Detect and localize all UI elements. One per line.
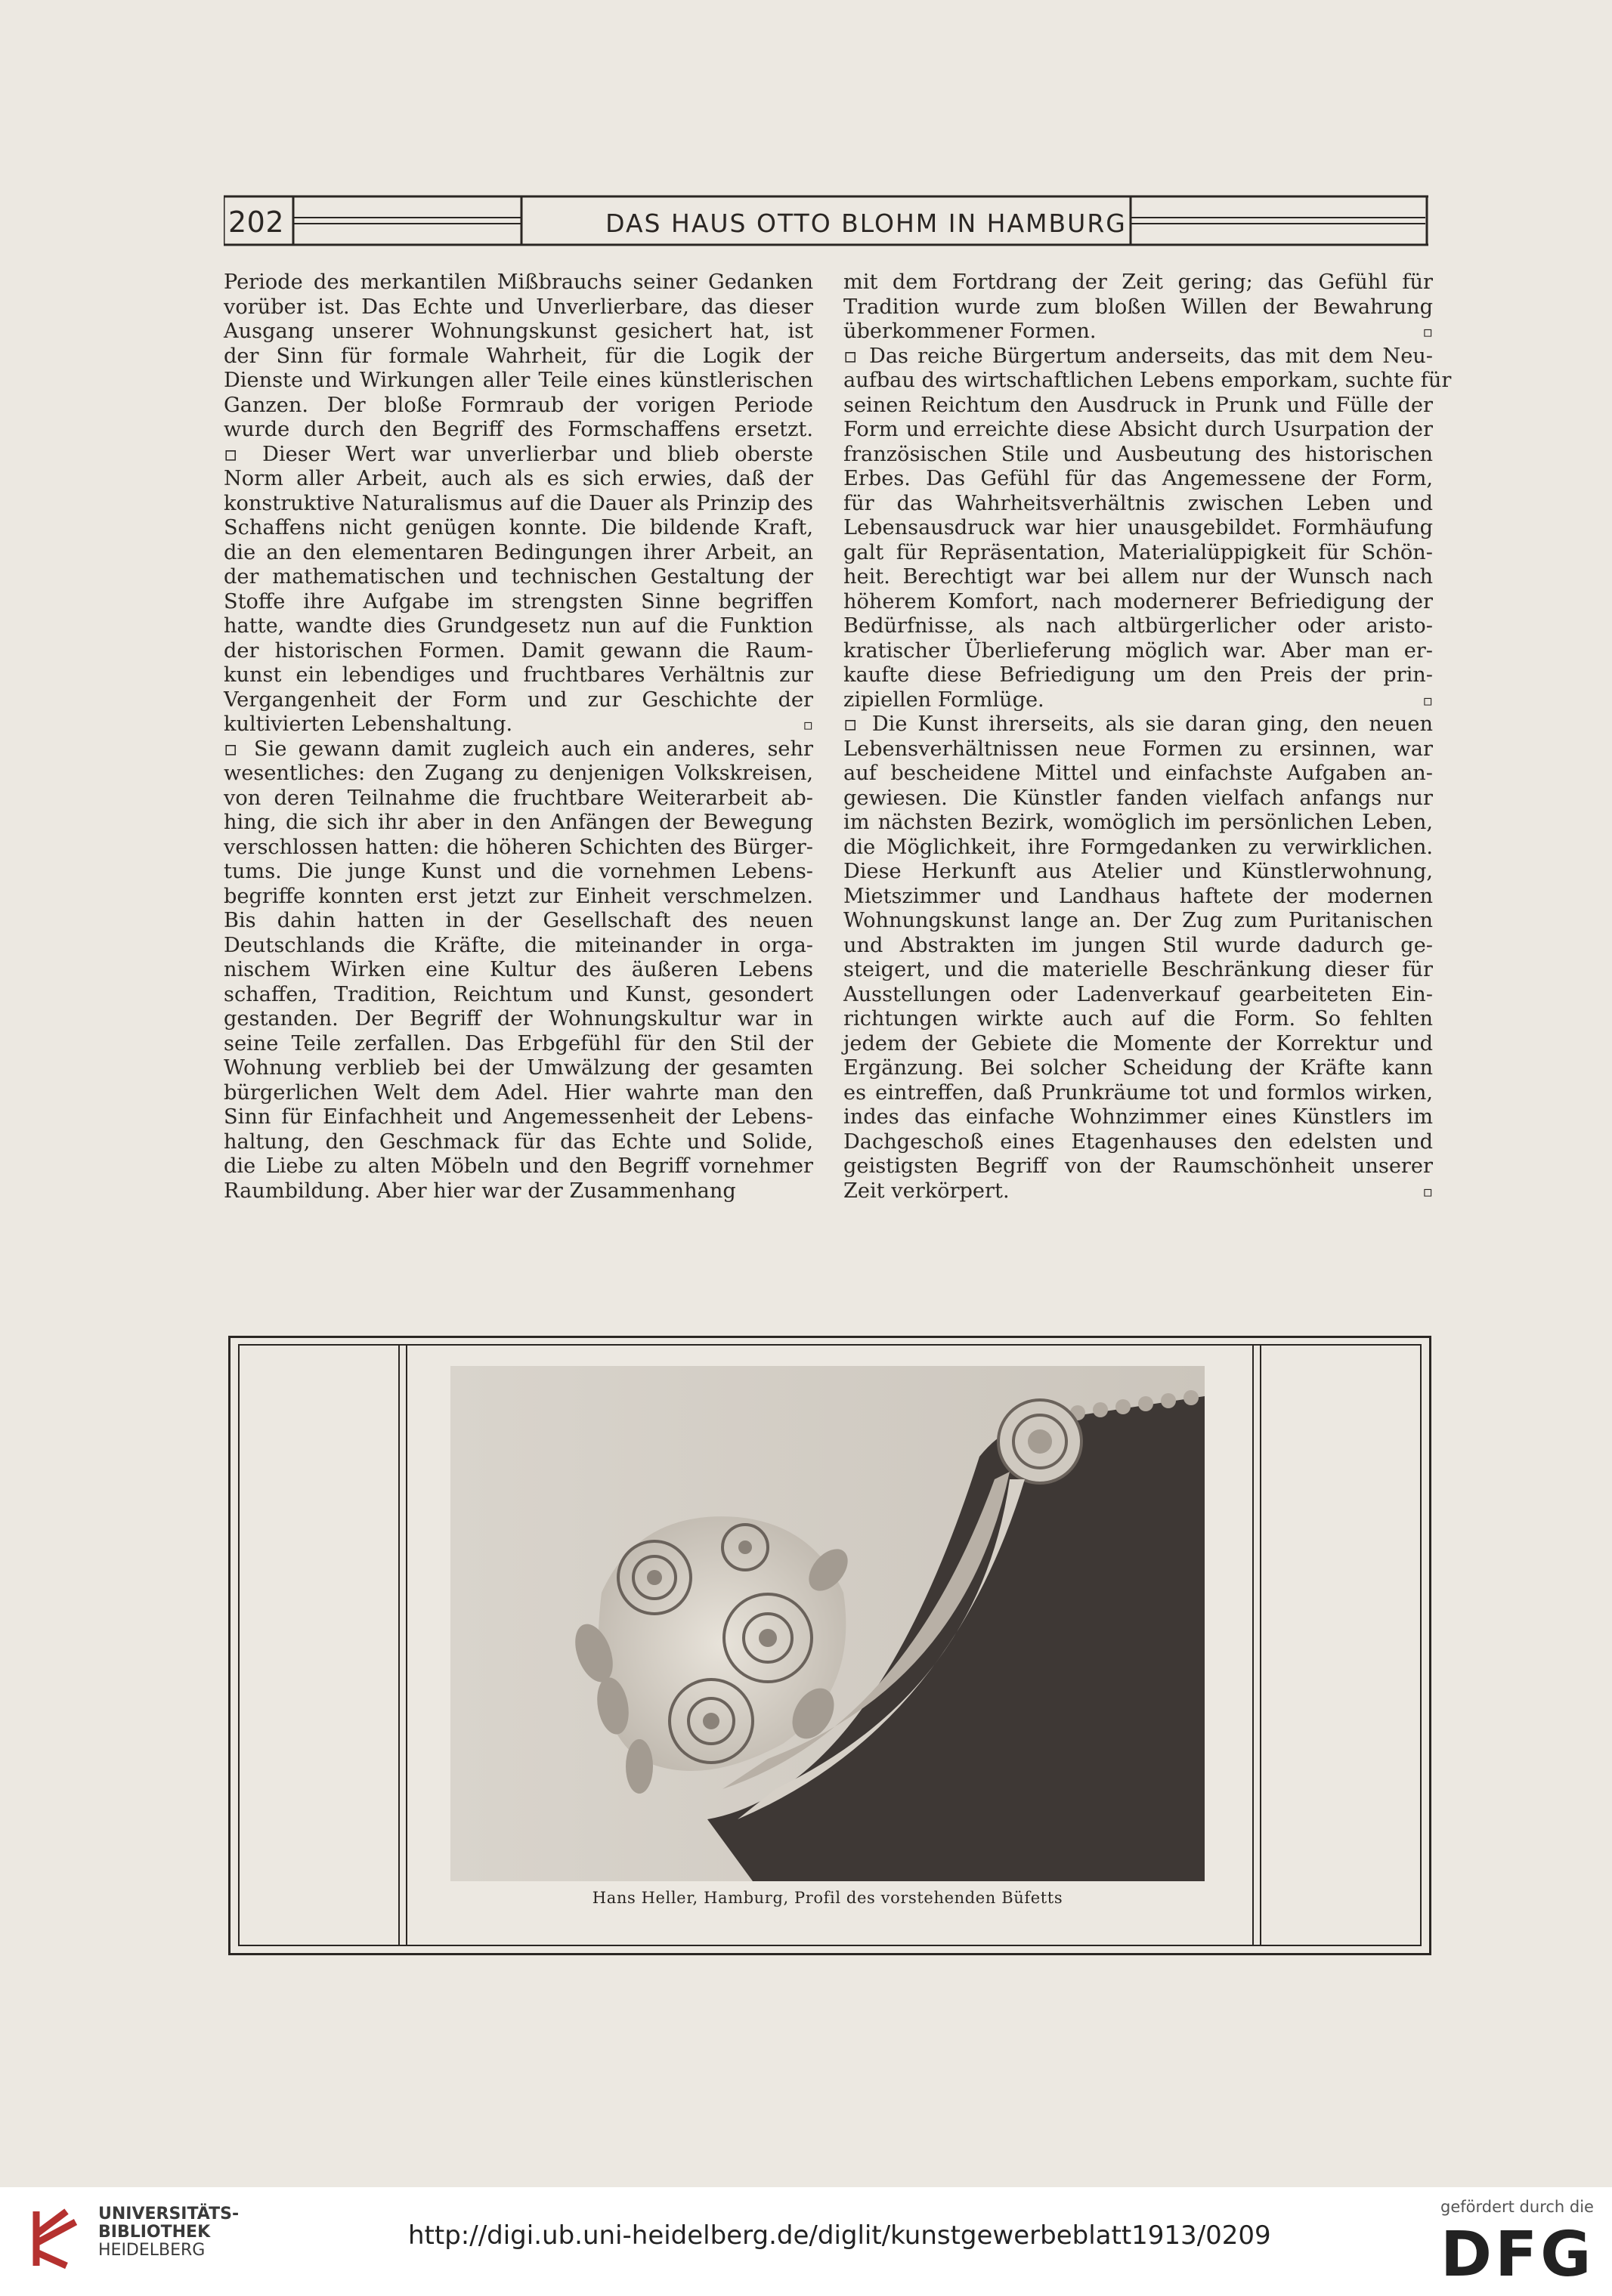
text-line: ▫ kultivierten Lebenshaltung. <box>224 712 813 736</box>
text-line: indes das einfache Wohnzimmer eines Künstlers im <box>843 1105 1433 1129</box>
text-line: Lebensverhältnissen neue Formen zu ersinnen, war <box>843 737 1433 761</box>
text-line: ▫ Dieser Wert war unverlierbar und blieb oberste <box>224 442 813 466</box>
text-line: bürgerlichen Welt dem Adel. Hier wahrte man den <box>224 1080 813 1105</box>
text-line: die Liebe zu alten Möbeln und den Begriff vornehmer <box>224 1154 813 1178</box>
text-line: mit dem Fortdrang der Zeit gering; das Gefühl für <box>843 270 1433 294</box>
text-line: kaufte diese Befriedigung um den Preis der prin- <box>843 663 1433 687</box>
text-line: Periode des merkantilen Mißbrauchs seiner Gedanken <box>224 270 813 294</box>
text-line: konstruktive Naturalismus auf die Dauer als Prinzip des <box>224 491 813 515</box>
library-logo-icon <box>21 2204 91 2273</box>
running-title: DAS HAUS OTTO BLOHM IN HAMBURG <box>605 209 1127 238</box>
text-line: vorüber ist. Das Echte und Unverlierbare, das dieser <box>224 295 813 319</box>
text-line: aufbau des wirtschaftlichen Lebens emporkam, suchte für <box>843 369 1452 392</box>
text-line: jedem der Gebiete die Momente der Korrektur und <box>843 1031 1433 1055</box>
right-text-column <box>843 270 1452 1204</box>
text-line: Schaffens nicht genügen konnte. Die bildende Kraft, <box>224 516 813 539</box>
text-line: Raumbildung. Aber hier war der Zusammenhang <box>224 1179 736 1203</box>
library-name-line-1: UNIVERSITÄTS- <box>98 2205 240 2223</box>
text-line: Form und erreichte diese Absicht durch Usurpation der <box>843 418 1433 441</box>
source-url-link[interactable]: http://digi.ub.uni-heidelberg.de/diglit/kunstgewerbeblatt1913/0209 <box>408 2220 1271 2251</box>
text-line: der Sinn für formale Wahrheit, für die Logik der <box>224 344 813 368</box>
left-text-column <box>224 270 813 1204</box>
text-line: heit. Berechtigt war bei allem nur der Wunsch nach <box>843 565 1433 589</box>
text-line: die Möglichkeit, ihre Formgedanken zu verwirklichen. <box>843 835 1433 859</box>
text-line: im nächsten Bezirk, womöglich im persönlichen Leben, <box>843 811 1433 834</box>
text-line: höherem Komfort, nach modernerer Befriedigung der <box>843 589 1433 613</box>
text-line: Diese Herkunft aus Atelier und Künstlerwohnung, <box>843 860 1433 883</box>
library-name <box>98 2205 239 2260</box>
text-line: Stoffe ihre Aufgabe im strengsten Sinne begriffen <box>224 589 813 613</box>
text-line: Lebensausdruck war hier unausgebildet. Formhäufung <box>843 516 1433 539</box>
library-name-line-2: BIBLIOTHEK <box>98 2223 211 2242</box>
digitization-footer <box>0 2187 1612 2296</box>
text-line: und Abstrakten im jungen Stil wurde dadurch ge- <box>843 933 1433 957</box>
text-line: Ergänzung. Bei solcher Scheidung der Kräfte kann <box>843 1056 1433 1080</box>
text-line: der historischen Formen. Damit gewann die Raum- <box>224 638 813 663</box>
text-line: Wohnung verblieb bei der Umwälzung der gesamten <box>224 1056 813 1080</box>
text-line: steigert, und die materielle Beschränkung dieser für <box>843 958 1433 981</box>
text-line: Sinn für Einfachheit und Angemessenheit der Lebens- <box>224 1105 813 1129</box>
text-line: tums. Die junge Kunst und die vornehmen Lebens- <box>224 860 813 883</box>
text-line: ▫ Das reiche Bürgertum anderseits, das mit dem Neu- <box>843 344 1433 368</box>
text-line: ▫ überkommener Formen. <box>843 320 1433 343</box>
text-line: Ausgang unserer Wohnungskunst gesichert hat, ist <box>224 320 813 343</box>
text-line: Wohnungskunst lange an. Der Zug zum Puritanischen <box>843 909 1433 932</box>
dfg-logo: DFG <box>1440 2219 1595 2291</box>
page-number: 202 <box>228 205 285 239</box>
text-line: schaffen, Tradition, Reichtum und Kunst, gesondert <box>224 982 813 1006</box>
text-line: der mathematischen und technischen Gestaltung der <box>224 565 813 589</box>
text-line: Deutschlands die Kräfte, die miteinander in orga- <box>224 933 813 957</box>
text-line: ▫ Die Kunst ihrerseits, als sie daran ging, den neuen <box>843 712 1433 736</box>
text-line: Mietszimmer und Landhaus haftete der modernen <box>843 884 1433 908</box>
text-line: wurde durch den Begriff des Formschaffens ersetzt. <box>224 418 813 441</box>
text-line: für das Wahrheitsverhältnis zwischen Leben und <box>843 491 1433 515</box>
text-line: Bis dahin hatten in der Gesellschaft des neuen <box>224 909 813 932</box>
text-line: kunst ein lebendiges und fruchtbares Verhältnis zur <box>224 663 813 687</box>
text-line: hing, die sich ihr aber in den Anfängen der Bewegung <box>224 811 813 834</box>
text-line: begriffe konnten erst jetzt zur Einheit verschmelzen. <box>224 884 813 908</box>
text-line: galt für Repräsentation, Materialüppigkeit für Schön- <box>843 540 1433 564</box>
library-name-line-3: HEIDELBERG <box>98 2241 206 2260</box>
text-line: französischen Stile und Ausbeutung des historischen <box>843 442 1433 466</box>
running-header <box>224 195 1428 246</box>
text-line: hatte, wandte dies Grundgesetz nun auf die Funktion <box>224 614 813 638</box>
text-line: seinen Reichtum den Ausdruck in Prunk und Fülle der <box>843 393 1433 417</box>
text-line: Vergangenheit der Form und zur Geschichte der <box>224 688 813 712</box>
text-line: richtungen wirkte auch auf die Form. So fehlten <box>843 1007 1433 1031</box>
text-line: Ganzen. Der bloße Formraub der vorigen Periode <box>224 393 813 417</box>
text-line: die an den elementaren Bedingungen ihrer Arbeit, an <box>224 540 813 564</box>
text-line: geistigsten Begriff von der Raumschönheit unserer <box>843 1154 1433 1178</box>
text-line: wesentliches: den Zugang zu denjenigen Volkskreisen, <box>224 762 813 785</box>
text-line: ▫ Zeit verkörpert. <box>843 1179 1433 1203</box>
text-line: gewiesen. Die Künstler fanden vielfach anfangs nur <box>843 786 1433 810</box>
text-line: gestanden. Der Begriff der Wohnungskultur war in <box>224 1007 813 1031</box>
text-line: Erbes. Das Gefühl für das Angemessene der Form, <box>843 467 1433 490</box>
text-line: nischem Wirken eine Kultur des äußeren Lebens <box>224 958 813 981</box>
text-line: ▫ Sie gewann damit zugleich auch ein anderes, sehr <box>224 737 813 761</box>
text-line: Tradition wurde zum bloßen Willen der Bewahrung <box>843 295 1433 319</box>
figure-caption: Hans Heller, Hamburg, Profil des vorstehenden Büfetts <box>592 1889 1063 1907</box>
text-line: kratischer Überlieferung möglich war. Aber man er- <box>843 638 1433 663</box>
text-line: es eintreffen, daß Prunkräume tot und formlos wirken, <box>843 1080 1433 1105</box>
carved-buffet-photo <box>450 1366 1205 1881</box>
text-line: haltung, den Geschmack für das Echte und Solide, <box>224 1129 813 1154</box>
text-line: Dienste und Wirkungen aller Teile eines künstlerischen <box>224 369 813 392</box>
text-line: ▫ zipiellen Formlüge. <box>843 688 1433 712</box>
text-line: seine Teile zerfallen. Das Erbgefühl für den Stil der <box>224 1031 813 1055</box>
text-line: verschlossen hatten: die höheren Schichten des Bürger- <box>224 835 813 859</box>
text-line: Norm aller Arbeit, auch als es sich erwies, daß der <box>224 467 813 490</box>
text-line: auf bescheidene Mittel und einfachste Aufgaben an- <box>843 762 1433 785</box>
text-line: Bedürfnisse, als nach altbürgerlicher oder aristo- <box>843 614 1433 638</box>
funded-by-label: gefördert durch die <box>1440 2198 1594 2216</box>
text-line: Ausstellungen oder Ladenverkauf gearbeiteten Ein- <box>843 982 1433 1006</box>
text-line: Dachgeschoß eines Etagenhauses den edelsten und <box>843 1129 1433 1154</box>
text-line: von deren Teilnahme die fruchtbare Weiterarbeit ab- <box>224 786 813 810</box>
